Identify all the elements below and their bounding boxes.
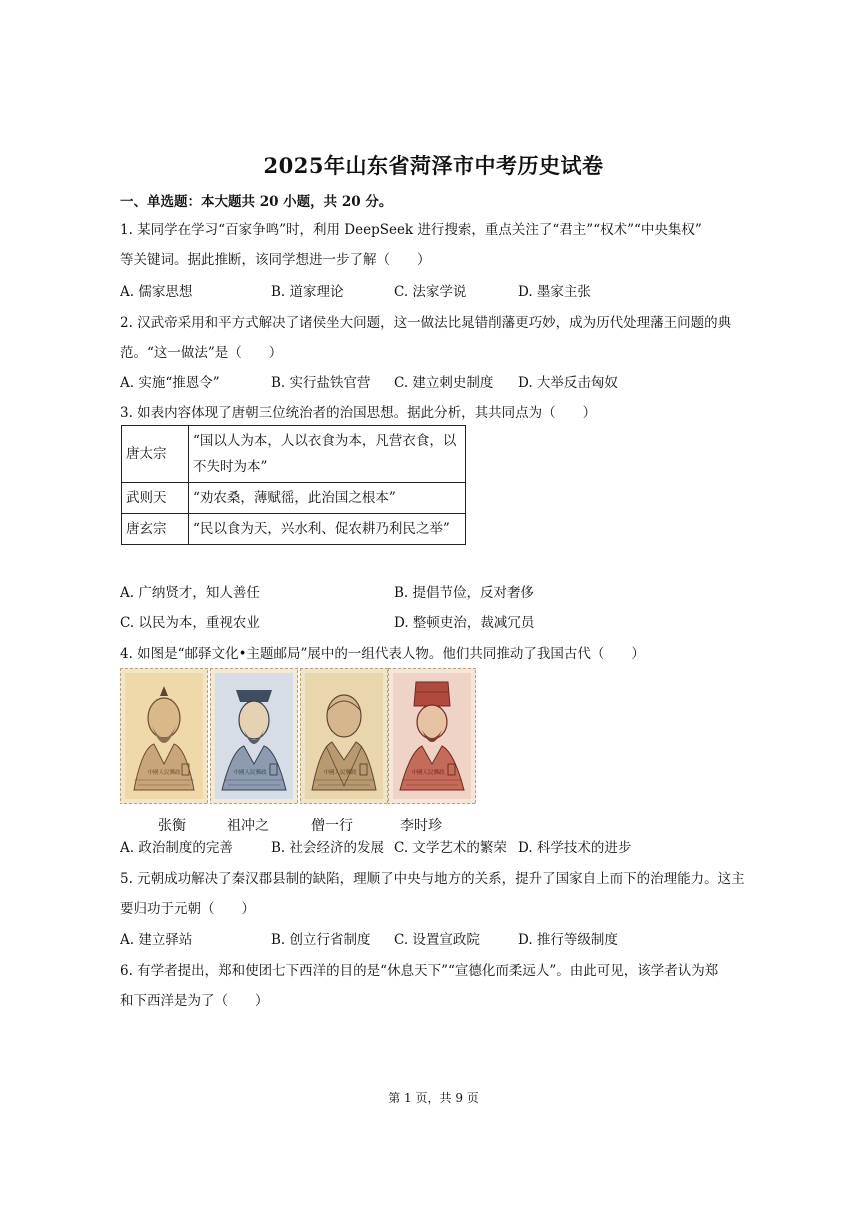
q1-option-b: B. 道家理论 bbox=[271, 284, 344, 300]
stamp-text: 中國人民郵政 bbox=[147, 770, 181, 776]
q4-option-b: B. 社会经济的发展 bbox=[271, 840, 385, 856]
page-footer: 第 1 页，共 9 页 bbox=[388, 1091, 479, 1105]
table-cell-quote: “国以人为本，人以衣食为本，凡营衣食，以不失时为本” bbox=[189, 426, 466, 483]
q2-stem-line2: 范。“这一做法”是（ ） bbox=[120, 345, 283, 361]
q3-option-d: D. 整顿吏治，裁减冗员 bbox=[394, 615, 535, 631]
table-cell-ruler: 唐玄宗 bbox=[122, 514, 189, 545]
table-cell-ruler: 唐太宗 bbox=[122, 426, 189, 483]
table-row bbox=[122, 426, 466, 483]
stamp-text: 中國人民郵政 bbox=[411, 770, 445, 776]
q5-stem-line2: 要归功于元朝（ ） bbox=[120, 901, 255, 917]
q4-option-d: D. 科学技术的进步 bbox=[518, 840, 632, 856]
q1-option-d: D. 墨家主张 bbox=[518, 284, 591, 300]
stamp-text: 中國人民郵政 bbox=[323, 770, 357, 776]
table-cell-quote: “民以食为天，兴水利、促农耕乃利民之举” bbox=[189, 514, 466, 545]
q1-stem-line2: 等关键词。据此推断，该同学想进一步了解（ ） bbox=[120, 252, 431, 268]
q5-option-d: D. 推行等级制度 bbox=[518, 932, 618, 948]
caption-seng-yixing: 僧一行 bbox=[311, 818, 353, 834]
q1-stem-line1: 1. 某同学在学习“百家争鸣”时，利用 DeepSeek 进行搜索，重点关注了“君主”“权术”“中央集权” bbox=[120, 222, 702, 238]
q4-option-c: C. 文学艺术的繁荣 bbox=[394, 840, 507, 856]
q5-option-b: B. 创立行省制度 bbox=[271, 932, 371, 948]
q3-stem: 3. 如表内容体现了唐朝三位统治者的治国思想。据此分析，其共同点为（ ） bbox=[120, 405, 597, 421]
q2-option-a: A. 实施“推恩令” bbox=[120, 375, 220, 391]
q2-option-d: D. 大举反击匈奴 bbox=[518, 375, 618, 391]
q2-option-c: C. 建立刺史制度 bbox=[394, 375, 494, 391]
caption-zu-chongzhi: 祖冲之 bbox=[227, 818, 269, 834]
table-cell-ruler: 武则天 bbox=[122, 483, 189, 514]
q6-stem-line1: 6. 有学者提出，郑和使团七下西洋的目的是“休息天下”“宣德化而柔远人”。由此可见，该学者认为郑 bbox=[120, 963, 719, 979]
stamp-zhang-heng bbox=[120, 668, 208, 804]
stamp-set-image bbox=[120, 668, 476, 804]
q3-option-a: A. 广纳贤才，知人善任 bbox=[120, 585, 260, 601]
stamp-zu-chongzhi bbox=[210, 668, 298, 804]
stamp-seng-yixing bbox=[300, 668, 388, 804]
table-row bbox=[122, 483, 466, 514]
q5-option-a: A. 建立驿站 bbox=[120, 932, 193, 948]
caption-li-shizhen: 李时珍 bbox=[400, 818, 442, 834]
q4-option-a: A. 政治制度的完善 bbox=[120, 840, 233, 856]
q5-stem-line1: 5. 元朝成功解决了秦汉郡县制的缺陷，理顺了中央与地方的关系，提升了国家自上而下的治理能力。这主 bbox=[120, 871, 745, 887]
q2-option-b: B. 实行盐铁官营 bbox=[271, 375, 371, 391]
q3-option-b: B. 提倡节俭，反对奢侈 bbox=[394, 585, 535, 601]
q3-option-c: C. 以民为本，重视农业 bbox=[120, 615, 260, 631]
q3-table bbox=[121, 425, 466, 545]
stamp-li-shizhen bbox=[388, 668, 476, 804]
q1-option-a: A. 儒家思想 bbox=[120, 284, 193, 300]
q1-option-c: C. 法家学说 bbox=[394, 284, 467, 300]
q2-stem-line1: 2. 汉武帝采用和平方式解决了诸侯坐大问题，这一做法比晁错削藩更巧妙，成为历代处理藩王问题的典 bbox=[120, 315, 732, 331]
table-cell-quote: “劝农桑，薄赋徭，此治国之根本” bbox=[189, 483, 466, 514]
q6-stem-line2: 和下西洋是为了（ ） bbox=[120, 993, 269, 1009]
q4-stem: 4. 如图是“邮驿文化•主题邮局”展中的一组代表人物。他们共同推动了我国古代（ ） bbox=[120, 646, 645, 662]
table-row bbox=[122, 514, 466, 545]
caption-zhang-heng: 张衡 bbox=[158, 818, 186, 834]
q5-option-c: C. 设置宣政院 bbox=[394, 932, 480, 948]
section-heading: 一、单选题：本大题共 20 小题，共 20 分。 bbox=[120, 194, 393, 210]
stamp-text: 中國人民郵政 bbox=[233, 770, 267, 776]
page-title: 2025年山东省菏泽市中考历史试卷 bbox=[263, 153, 604, 178]
